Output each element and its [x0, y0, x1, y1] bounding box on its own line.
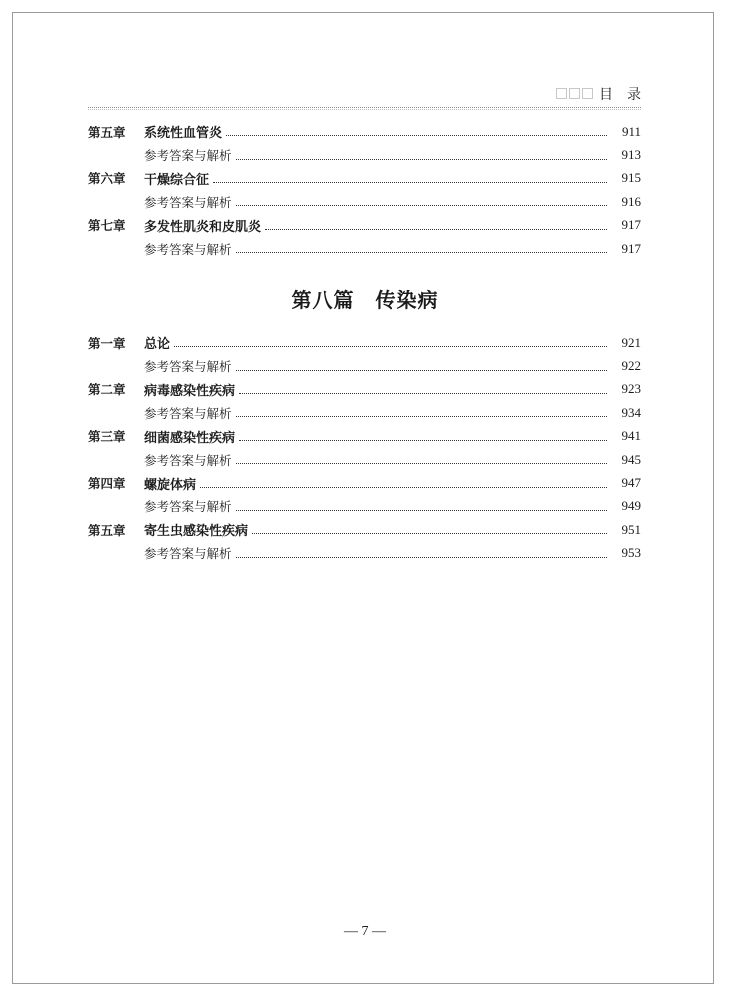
answer-section-title: 参考答案与解析: [144, 194, 232, 210]
toc-list-part-seven: [88, 120, 641, 260]
answer-section-title: 参考答案与解析: [144, 241, 232, 257]
toc-chapter-entry: [88, 471, 641, 494]
toc-page-number: 949: [621, 498, 641, 514]
dot-leader: [236, 463, 607, 464]
dot-leader: [236, 370, 607, 371]
page-number: — 7 —: [344, 924, 386, 939]
chapter-title: 细菌感染性疾病: [144, 430, 236, 446]
toc-page-number: 934: [621, 404, 641, 420]
answer-section-title: 参考答案与解析: [144, 499, 232, 515]
chapter-number: 第二章: [88, 382, 126, 398]
dot-leader: [236, 557, 607, 558]
dot-leader: [239, 393, 607, 394]
chapter-number: 第六章: [88, 171, 126, 187]
chapter-number: 第七章: [88, 218, 126, 234]
toc-chapter-entry: [88, 120, 641, 143]
dot-leader: [200, 487, 607, 488]
toc-list-part-eight: [88, 331, 641, 565]
chapter-title: 寄生虫感染性疾病: [144, 524, 249, 540]
chapter-number: 第五章: [88, 522, 126, 538]
chapter-number: 第三章: [88, 429, 126, 445]
chapter-number: 第一章: [88, 335, 126, 351]
toc-page-number: 916: [621, 193, 641, 209]
toc-chapter-entry: [88, 331, 641, 354]
answer-section-title: 参考答案与解析: [144, 546, 232, 562]
toc-answer-entry: [88, 448, 641, 471]
dot-leader: [226, 135, 607, 136]
toc-answer-entry: [88, 495, 641, 518]
chapter-title: 病毒感染性疾病: [144, 383, 236, 399]
chapter-number: 第四章: [88, 476, 126, 492]
toc-chapter-entry: [88, 167, 641, 190]
chapter-number: 第五章: [88, 124, 126, 140]
header-title: 目录: [599, 87, 655, 103]
answer-section-title: 参考答案与解析: [144, 359, 232, 375]
chapter-title: 多发性肌炎和皮肌炎: [144, 219, 262, 235]
header-box: [582, 88, 593, 99]
toc-page-number: 953: [621, 545, 641, 561]
dot-leader: [236, 159, 607, 160]
toc-page-number: 917: [621, 217, 641, 233]
chapter-title: 系统性血管炎: [144, 126, 223, 142]
dot-leader: [236, 510, 607, 511]
toc-answer-entry: [88, 237, 641, 260]
toc-page-number: 915: [621, 170, 641, 186]
dot-leader: [236, 252, 607, 253]
toc-page-number: 911: [621, 123, 641, 139]
toc-page-number: 941: [621, 428, 641, 444]
dot-leader: [213, 182, 607, 183]
toc-answer-entry: [88, 354, 641, 377]
chapter-title: 总论: [144, 337, 171, 353]
toc-page-number: 917: [621, 240, 641, 256]
toc-page-number: 947: [621, 475, 641, 491]
running-header: [88, 84, 655, 104]
toc-chapter-entry: [88, 378, 641, 401]
answer-section-title: 参考答案与解析: [144, 148, 232, 164]
toc-page-number: 922: [621, 358, 641, 374]
toc-chapter-entry: [88, 518, 641, 541]
chapter-title: 干燥综合征: [144, 172, 210, 188]
dot-leader: [239, 440, 607, 441]
toc-page-number: 921: [621, 334, 641, 350]
header-decoration: [556, 88, 593, 99]
dot-leader: [236, 205, 607, 206]
toc-page-number: 923: [621, 381, 641, 397]
dot-leader: [252, 533, 607, 534]
toc-page-number: 945: [621, 451, 641, 467]
toc-page-number: 913: [621, 147, 641, 163]
toc-answer-entry: [88, 143, 641, 166]
toc-chapter-entry: [88, 425, 641, 448]
toc-answer-entry: [88, 190, 641, 213]
dot-leader: [236, 416, 607, 417]
toc-chapter-entry: [88, 214, 641, 237]
section-heading: 第八篇 传染病: [291, 288, 439, 312]
answer-section-title: 参考答案与解析: [144, 452, 232, 468]
dot-leader: [174, 346, 607, 347]
toc-page-number: 951: [621, 521, 641, 537]
header-box: [569, 88, 580, 99]
chapter-title: 螺旋体病: [144, 477, 197, 493]
toc-answer-entry: [88, 401, 641, 424]
header-box: [556, 88, 567, 99]
toc-answer-entry: [88, 542, 641, 565]
answer-section-title: 参考答案与解析: [144, 405, 232, 421]
dot-leader: [265, 229, 607, 230]
header-rule-secondary: [88, 109, 641, 111]
